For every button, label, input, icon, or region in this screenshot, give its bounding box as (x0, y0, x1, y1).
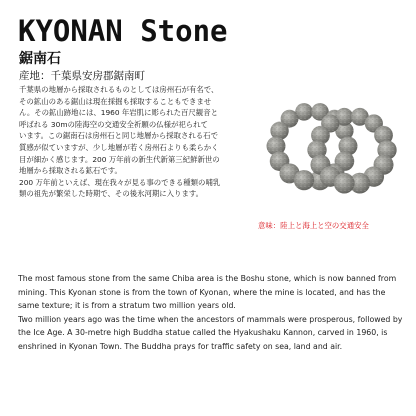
stone-bead-texture (334, 173, 355, 194)
stone-bracelets-image (262, 80, 398, 216)
japanese-description-line: その鉱山のある鋸山は現在採掘も採取することもできませ (19, 96, 212, 106)
japanese-description-line: 質感が似ていますが、少し地層が若く房州石よりも柔らかく (19, 142, 219, 152)
japanese-description-line: 200 万年前といえば、現在我々が見る事のできる種類の哺乳 (19, 177, 221, 187)
japanese-description-line: ん。その鉱山跡地には、1960 年岩肌に彫られた百尺観音と (19, 108, 218, 118)
japanese-description-line: 類の祖先が繁栄した時期で、その後氷河期に入ります。 (19, 189, 204, 199)
japanese-description-line: います。この鋸南石は房州石と同じ地層から採取される石で (19, 131, 218, 141)
page-title: KYONAN Stone (18, 14, 228, 48)
origin-label: 産地：千葉県安房郡鋸南町 (19, 70, 145, 82)
english-description (18, 272, 404, 354)
stone-bead-texture (294, 170, 314, 190)
bracelet-photo (262, 80, 398, 216)
english-paragraph: The most famous stone from the same Chiba area is the Boshu stone, which is now banned from mining. This Kyonan stone is from the town of Kyonan, where the mine is located, and has the same texture; it is from a stratum two million years old. (18, 274, 397, 311)
japanese-stone-name: 鋸南石 (19, 51, 61, 67)
japanese-description-line: 目が細かく感じます。200 万年前の新生代新第三紀鮮新世の (19, 154, 220, 164)
japanese-description-line: 呼ばれる 30mの陸海空の交通安全祈願の仏様が祀られて (19, 119, 208, 129)
japanese-description-line: 千葉県の地層から採取されるものとしては房州石が有名で、 (19, 85, 219, 94)
japanese-description (19, 84, 255, 200)
japanese-description-line: 地層から採取される鉱石です。 (19, 166, 122, 176)
meaning-caption: 意味：陸上と海上と空の交通安全 (258, 221, 369, 230)
english-paragraph: Two million years ago was the time when the ancestors of mammals were prosperous, followed by the Ice Age. A 30-metre high Buddha statue called the Hyakushaku Kannon, carved in 1960, is enshrined in Kyonan Town. The Buddha prays for traffic safety on sea, land and air. (18, 314, 403, 351)
